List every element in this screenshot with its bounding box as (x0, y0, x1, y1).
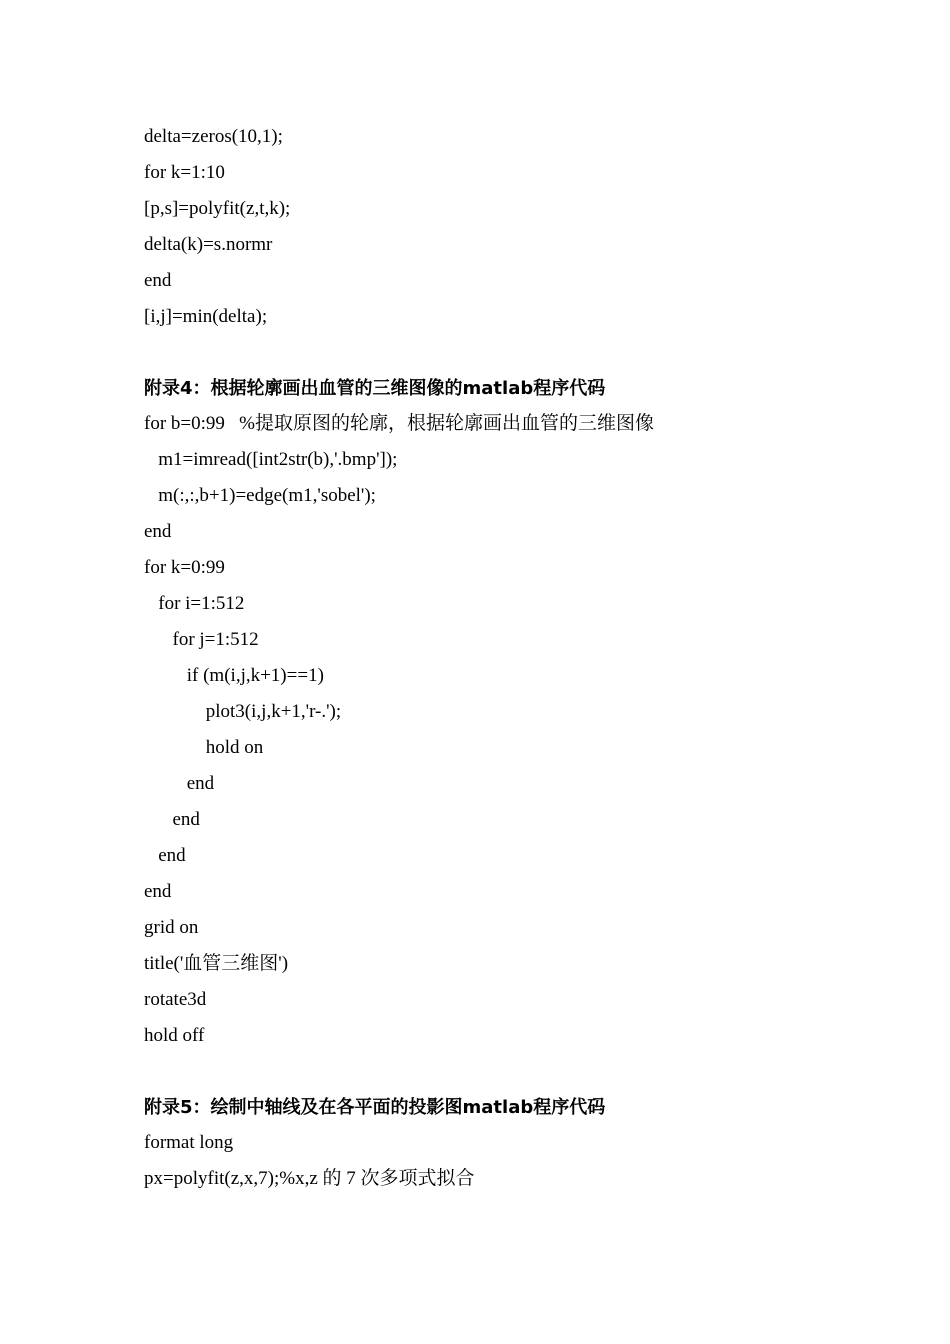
code-line: for i=1:512 (144, 593, 245, 614)
code-line: delta(k)=s.normr (144, 234, 273, 255)
code-line: for k=0:99 (144, 557, 225, 578)
code-line: end (144, 521, 172, 542)
code-line: px=polyfit(z,x,7);%x,z 的 7 次多项式拟合 (144, 1168, 475, 1189)
code-line: [i,j]=min(delta); (144, 306, 268, 327)
code-line: end (144, 773, 215, 794)
code-line: end (144, 881, 172, 902)
code-line: for k=1:10 (144, 162, 225, 183)
code-line: title('血管三维图') (144, 953, 289, 974)
appendix-4-heading: 附录4：根据轮廓画出血管的三维图像的matlab程序代码 (144, 378, 606, 399)
code-line: plot3(i,j,k+1,'r-.'); (144, 701, 342, 722)
code-line: end (144, 845, 186, 866)
appendix-5-heading: 附录5：绘制中轴线及在各平面的投影图matlab程序代码 (144, 1097, 606, 1118)
code-line: for j=1:512 (144, 629, 259, 650)
code-line: m(:,:,b+1)=edge(m1,'sobel'); (144, 485, 376, 506)
code-line: hold off (144, 1025, 205, 1046)
code-line: grid on (144, 917, 199, 938)
code-line: if (m(i,j,k+1)==1) (144, 665, 324, 686)
code-line: end (144, 270, 172, 291)
code-line: rotate3d (144, 989, 207, 1010)
code-line: format long (144, 1132, 234, 1153)
code-line: for b=0:99 %提取原图的轮廓，根据轮廓画出血管的三维图像 (144, 413, 654, 434)
code-line: delta=zeros(10,1); (144, 126, 283, 147)
code-line: m1=imread([int2str(b),'.bmp']); (144, 449, 398, 470)
code-line: end (144, 809, 200, 830)
code-line: hold on (144, 737, 264, 758)
code-line: [p,s]=polyfit(z,t,k); (144, 198, 291, 219)
